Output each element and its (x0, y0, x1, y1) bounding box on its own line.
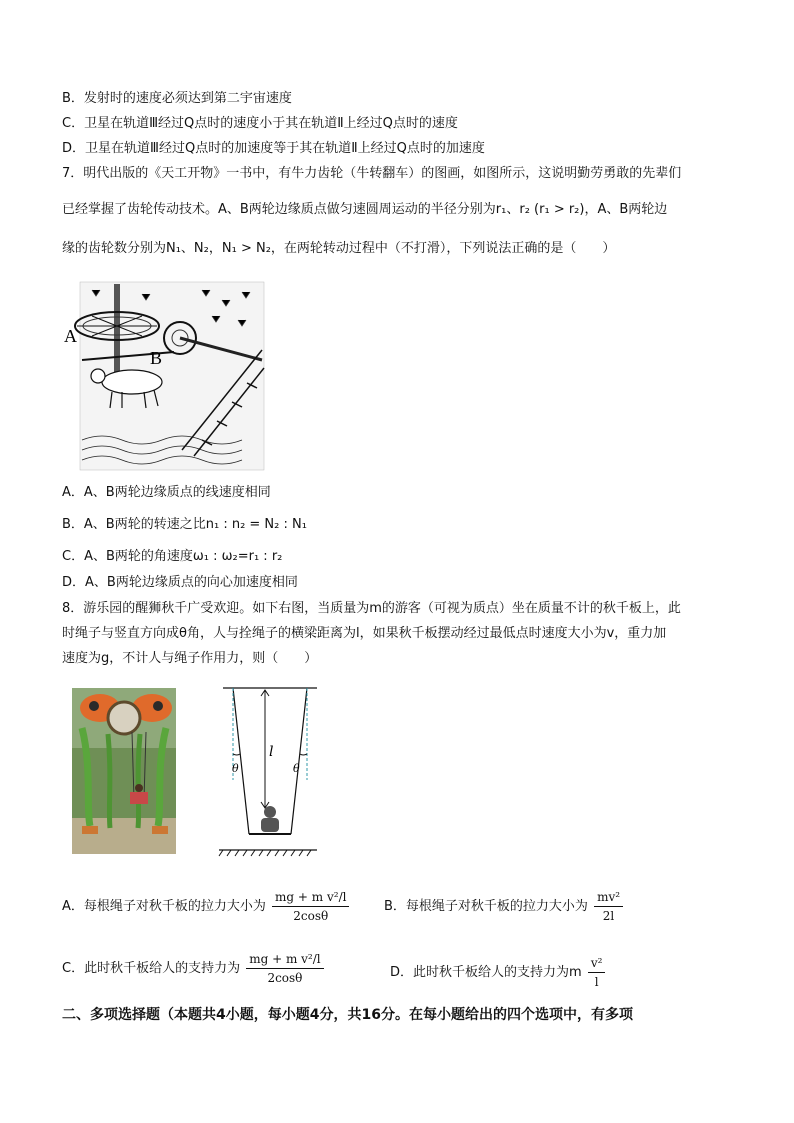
label-l: l (269, 744, 274, 760)
lion-swing-photo (72, 688, 176, 854)
fraction-b-numerator: mv² (594, 888, 623, 907)
q7-option-d: D．A、B两轮边缘质点的向心加速度相同 (62, 575, 298, 590)
q8-option-a-text: A．每根绳子对秋千板的拉力大小为 (62, 899, 266, 914)
person-shape (264, 806, 276, 818)
swing-diagram-art (215, 684, 321, 858)
swing-diagram (215, 684, 321, 858)
q8-option-c-text: C．此时秋千板给人的支持力为 (62, 961, 241, 976)
q7-option-c: C．A、B两轮的角速度ω₁ : ω₂=r₁ : r₂ (62, 549, 283, 564)
q8-option-d-text: D．此时秋千板给人的支持力为m (390, 965, 582, 980)
q8-option-a (62, 888, 351, 925)
q8-option-b (384, 888, 625, 925)
fraction-c-denominator: 2cosθ (267, 971, 303, 985)
q8-option-c (62, 950, 326, 987)
option-c-prev: C．卫星在轨道Ⅲ经过Q点时的速度小于其在轨道Ⅱ上经过Q点时的速度 (62, 116, 458, 131)
q8-stem-2: 时绳子与竖直方向成θ角，人与拴绳子的横梁距离为l，如果秋千板摆动经过最低点时速度大小为v，重力加 (62, 626, 667, 641)
fraction-a-denominator: 2cosθ (293, 909, 329, 923)
q7-stem-3: 缘的齿轮数分别为N₁、N₂，N₁ > N₂，在两轮转动过程中（不打滑），下列说法正确的是（ ） (62, 241, 616, 256)
label-b: B (150, 348, 163, 368)
fraction-b-denominator: 2l (602, 909, 615, 923)
fraction-c-numerator: mg + m v²/l (246, 950, 323, 969)
fraction-d-denominator: l (594, 975, 599, 989)
q8-option-d-fraction (588, 954, 606, 991)
label-theta-right: θ (293, 762, 300, 775)
q7-stem-1: 7．明代出版的《天工开物》一书中，有牛力齿轮（牛转翻车）的图画，如图所示，这说明勤劳勇敢的先辈们 (62, 166, 682, 181)
q7-option-a: A．A、B两轮边缘质点的线速度相同 (62, 485, 271, 500)
q7-option-b: B．A、B两轮的转速之比n₁ : n₂ = N₂ : N₁ (62, 517, 307, 532)
q8-option-b-text: B．每根绳子对秋千板的拉力大小为 (384, 899, 588, 914)
option-b-prev: B．发射时的速度必须达到第二宇宙速度 (62, 91, 292, 106)
section-2-heading: 二、多项选择题（本题共4小题，每小题4分，共16分。在每小题给出的四个选项中，有多项 (62, 1007, 633, 1023)
fraction-a-numerator: mg + m v²/l (272, 888, 349, 907)
ox-gear-figure (62, 280, 266, 472)
q8-option-c-fraction (246, 950, 323, 987)
ox-gear-illustration (62, 280, 266, 472)
q8-option-a-fraction (272, 888, 349, 925)
q7-stem-2: 已经掌握了齿轮传动技术。A、B两轮边缘质点做匀速圆周运动的半径分别为r₁、r₂ (r₁ > r₂)，A、B两轮边 (62, 202, 668, 217)
q8-option-b-fraction (594, 888, 623, 925)
q8-option-d (390, 954, 607, 991)
q8-stem-1: 8．游乐园的醒狮秋千广受欢迎。如下右图，当质量为m的游客（可视为质点）坐在质量不计的秋千板上，此 (62, 601, 681, 616)
lion-swing-photo-art (72, 688, 176, 854)
option-d-prev: D．卫星在轨道Ⅲ经过Q点时的加速度等于其在轨道Ⅱ上经过Q点时的加速度 (62, 141, 485, 156)
label-a: A (64, 326, 77, 346)
fraction-d-numerator: v² (588, 954, 606, 973)
q8-stem-3: 速度为g，不计人与绳子作用力，则（ ） (62, 651, 318, 666)
label-theta-left: θ (232, 762, 239, 775)
